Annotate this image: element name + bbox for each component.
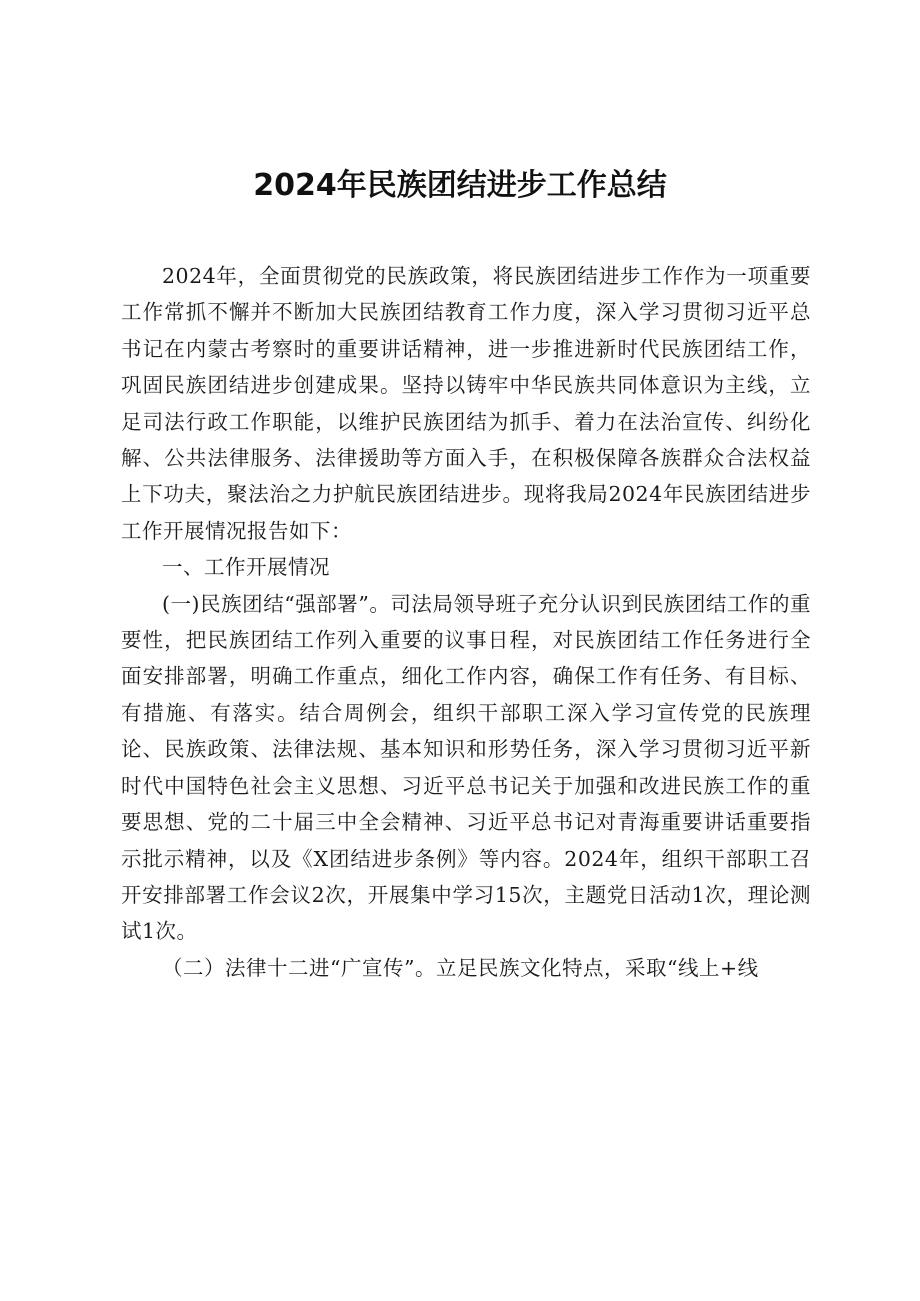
document-title: 2024年民族团结进步工作总结	[253, 168, 667, 203]
intro-paragraph: 2024年，全面贯彻党的民族政策，将民族团结进步工作作为一项重要工作常抓不懈并不断加大民族团结教育工作力度，深入学习贯彻习近平总书记在内蒙古考察时的重要讲话精神，进一步推进新时代民族团结工作，巩固民族团结进步创建成果。坚持以铸牢中华民族共同体意识为主线，立足司法行政工作职能，以维护民族团结为抓手、着力在法治宣传、纠纷化解、公共法律服务、法律援助等方面入手，在积极保障各族群众合法权益上下功夫，聚法治之力护航民族团结进步。现将我局2024年民族团结进步工作开展情况报告如下：	[121, 264, 811, 543]
document-body	[121, 258, 811, 986]
section-heading-work-status: 一、工作开展情况	[162, 555, 330, 580]
subsection-paragraph-publicity: （二）法律十二进“广宣传”。立足民族文化特点，采取“线上+线	[162, 955, 759, 980]
subsection-paragraph-deployment: (一)民族团结“强部署”。司法局领导班子充分认识到民族团结工作的重要性，把民族团结工作列入重要的议事日程，对民族团结工作任务进行全面安排部署，明确工作重点，细化工作内容，确保工作有任务、有目标、有措施、有落实。结合周例会，组织干部职工深入学习宣传党的民族理论、民族政策、法律法规、基本知识和形势任务，深入学习贯彻习近平新时代中国特色社会主义思想、习近平总书记关于加强和改进民族工作的重要思想、党的二十届三中全会精神、习近平总书记对青海重要讲话重要指示批示精神，以及《X团结进步条例》等内容。2024年，组织干部职工召开安排部署工作会议2次，开展集中学习15次，主题党日活动1次，理论测试1次。	[121, 591, 811, 944]
